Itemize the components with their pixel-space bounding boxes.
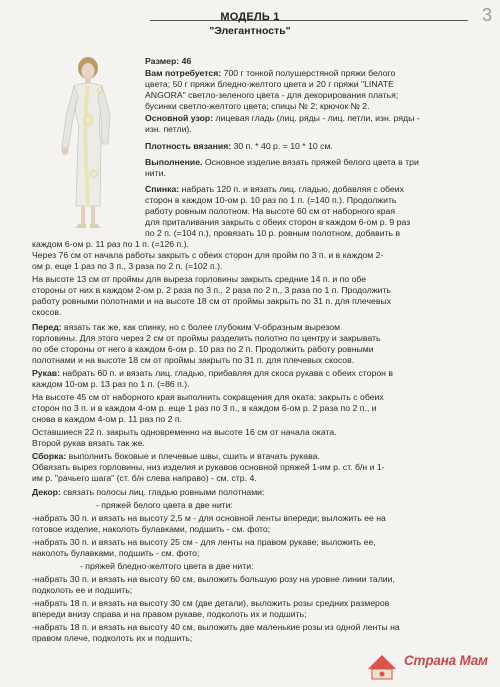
decor-line-12: -набрать 18 п. и вязать на высоту 40 см, выложить две маленькие розы из одной ленты на [32,622,400,632]
back-line-6: каждом 6-ом р. 11 раз по 1 п. (=126 п.). [32,239,189,249]
execution-line-2: нити. [145,168,166,178]
assembly-label: Сборка: [32,451,67,461]
watermark-logo-icon [360,641,404,683]
decor-line-5: -набрать 30 п. и вязать на высоту 25 см - для ленты на правом рукаве; выложить ее, [32,537,376,547]
size-line [145,56,191,67]
density-value: 30 п. * 40 р. = 10 * 10 см. [233,141,333,151]
model-title: МОДЕЛЬ 1 [220,11,280,23]
execution-line-1 [145,157,419,168]
back-line-10: стороны от них в каждом 2-ом р. 2 раза по 3 п., 2 раза по 2 п., 3 раза по 1 п. Продолжить [32,285,391,295]
needs-line-1 [145,68,395,79]
page-number: 3 [481,5,492,25]
sleeve-label: Рукав: [32,368,61,378]
pattern-label: Основной узор: [145,113,214,123]
decor-line-6: наколоть булавками, подшить - см. фото; [32,548,200,558]
model-subtitle: "Элегантность" [209,25,291,37]
back-line-8: ом р. еще 1 раз по 3 п., 3 раза по 2 п. (=102 п.). [32,261,223,271]
needs-text-1: 700 г тонкой полушерстяной пряжи белого [223,68,396,78]
back-line-1 [145,184,404,195]
size-label: Размер: [145,56,180,66]
sleeve-text-1: набрать 60 п. и вязать лиц. гладью, прибавляя для скоса рукава с обеих сторон в [62,368,393,378]
sleeve-line-6: Оставшиеся 22 п. закрыть одновременно на высоте 16 см от начала оката. [32,427,337,437]
density-line [145,141,333,152]
decor-label: Декор: [32,487,61,497]
needs-line-4: бусинки светло-желтого цвета; спицы № 2; крючок № 2. [145,101,370,111]
pattern-line-1 [145,113,420,124]
assembly-line-2: Обвязать вырез горловины, низ изделия и рукавов основной пряжей 1-им р. ст. б/н и 1- [32,462,385,472]
sleeve-line-1 [32,368,393,379]
assembly-line-3: им р. "рачьего шага" (ст. б/н слева направо) - см. стр. 4. [32,473,257,483]
needs-line-2: цвета; 50 г пряжи бледно-желтого цвета и 20 г пряжи "LINATE [145,79,394,89]
size-value: 46 [181,56,192,66]
sleeve-line-7: Второй рукав вязать так же. [32,438,145,448]
decor-line-13: правом плече, подколоть их и подшить; [32,633,193,643]
assembly-text-1: выполнить боковые и плечевые швы, сшить и втачать рукава. [68,451,320,461]
decor-line-2: - пряжей белого цвета в две нити: [96,500,233,510]
front-line-3: по обе стороны от него в каждом 6-ом р. 10 раз по 2 п. Продолжить работу ровными [32,344,374,354]
needs-line-3: ANGORA" светло-зеленого цвета - для декорирования платья; [145,90,399,100]
decor-text-1: связать полосы лиц. гладью ровными полотнами: [63,487,265,497]
back-line-3: работу ровным полотном. На высоте 60 см от наборного края [145,206,396,216]
assembly-line-1 [32,451,320,462]
back-line-11: работу ровными полотнами и на высоте 18 см от проймы закрыть по 31 п. для плечевых [32,296,392,306]
back-text-1: набрать 120 п. и вязать лиц. гладью, добавляя с обеих [181,184,404,194]
sleeve-line-4: сторон по 3 п. и в каждом 4-ом р. еще 1 раз по 3 п., в каждом 6-ом р. 2 раза по 2 п., и [32,403,377,413]
decor-line-8: -набрать 30 п. и вязать на высоту 60 см, выложить большую розу на уровне линии талии, [32,574,395,584]
decor-line-10: -набрать 18 п. и вязать на высоту 30 см (две детали), выложить розы средних размеров [32,598,390,608]
density-label: Плотность вязания: [145,141,232,151]
back-label: Спинка: [145,184,180,194]
front-line-1 [32,322,340,333]
decor-line-4: готовое изделие, наколоть булавками, подшить - см. фото; [32,524,271,534]
front-label: Перед: [32,322,62,332]
back-line-4: для приталивания закрыть с обеих сторон в каждом 6-ом р. 9 раз [145,217,411,227]
sleeve-line-3: На высоте 45 см от наборного края выполнить сокращения для оката: закрыть с обеих [32,392,384,402]
decor-line-3: -набрать 30 п. и вязать на высоту 2,5 м - для основной ленты впереди; выложить ее на [32,513,386,523]
site-watermark [360,641,496,683]
decor-line-11: впереди внизу справа и на правом рукаве, подколоть их и подшить; [32,609,307,619]
back-line-12: скосов. [32,307,62,317]
execution-text-1: Основное изделие вязать пряжей белого цвета в три [204,157,419,167]
sleeve-line-2: каждом 10-ом р. 13 раз по 1 п. (=86 п.). [32,379,190,389]
watermark-text: Страна Мам [404,653,488,668]
back-line-9: На высоте 13 см от проймы для выреза горловины закрыть средние 14 п. и по обе [32,274,367,284]
front-text-1: вязать так же, как спинку, но с более глубоким V-образным вырезом [64,322,341,332]
model-photo [38,56,134,232]
execution-label: Выполнение. [145,157,203,167]
front-line-4: полотнами и на высоте 18 см от проймы закрыть по 31 п. для плечевых скосов. [32,355,355,365]
back-line-5: по 2 п. (=104 п.), провязать 10 р. ровным полотном, добавить в [145,228,401,238]
sleeve-line-5: снова в каждом 4-ом р. 11 раз по 2 п. [32,414,182,424]
back-line-7: Через 76 см от начала работы закрыть с обеих сторон для пройм по 3 п. и в каждом 2- [32,250,384,260]
front-line-2: горловины. Для этого через 2 см от проймы разделить полотно по центру и закрывать [32,333,381,343]
needs-label: Вам потребуется: [145,68,222,78]
back-line-2: сторон в каждом 10-ом р. 10 раз по 1 п. (=140 п.). Продолжить [145,195,397,205]
pattern-line-2: изн. петли). [145,124,192,134]
decor-line-1 [32,487,264,498]
pattern-text-1: лицевая гладь (лиц. ряды - лиц. петли, изн. ряды - [215,113,420,123]
decor-line-7: - пряжей бледно-желтого цвета в две нити: [80,561,254,571]
decor-line-9: подколоть ее и подшить; [32,585,133,595]
